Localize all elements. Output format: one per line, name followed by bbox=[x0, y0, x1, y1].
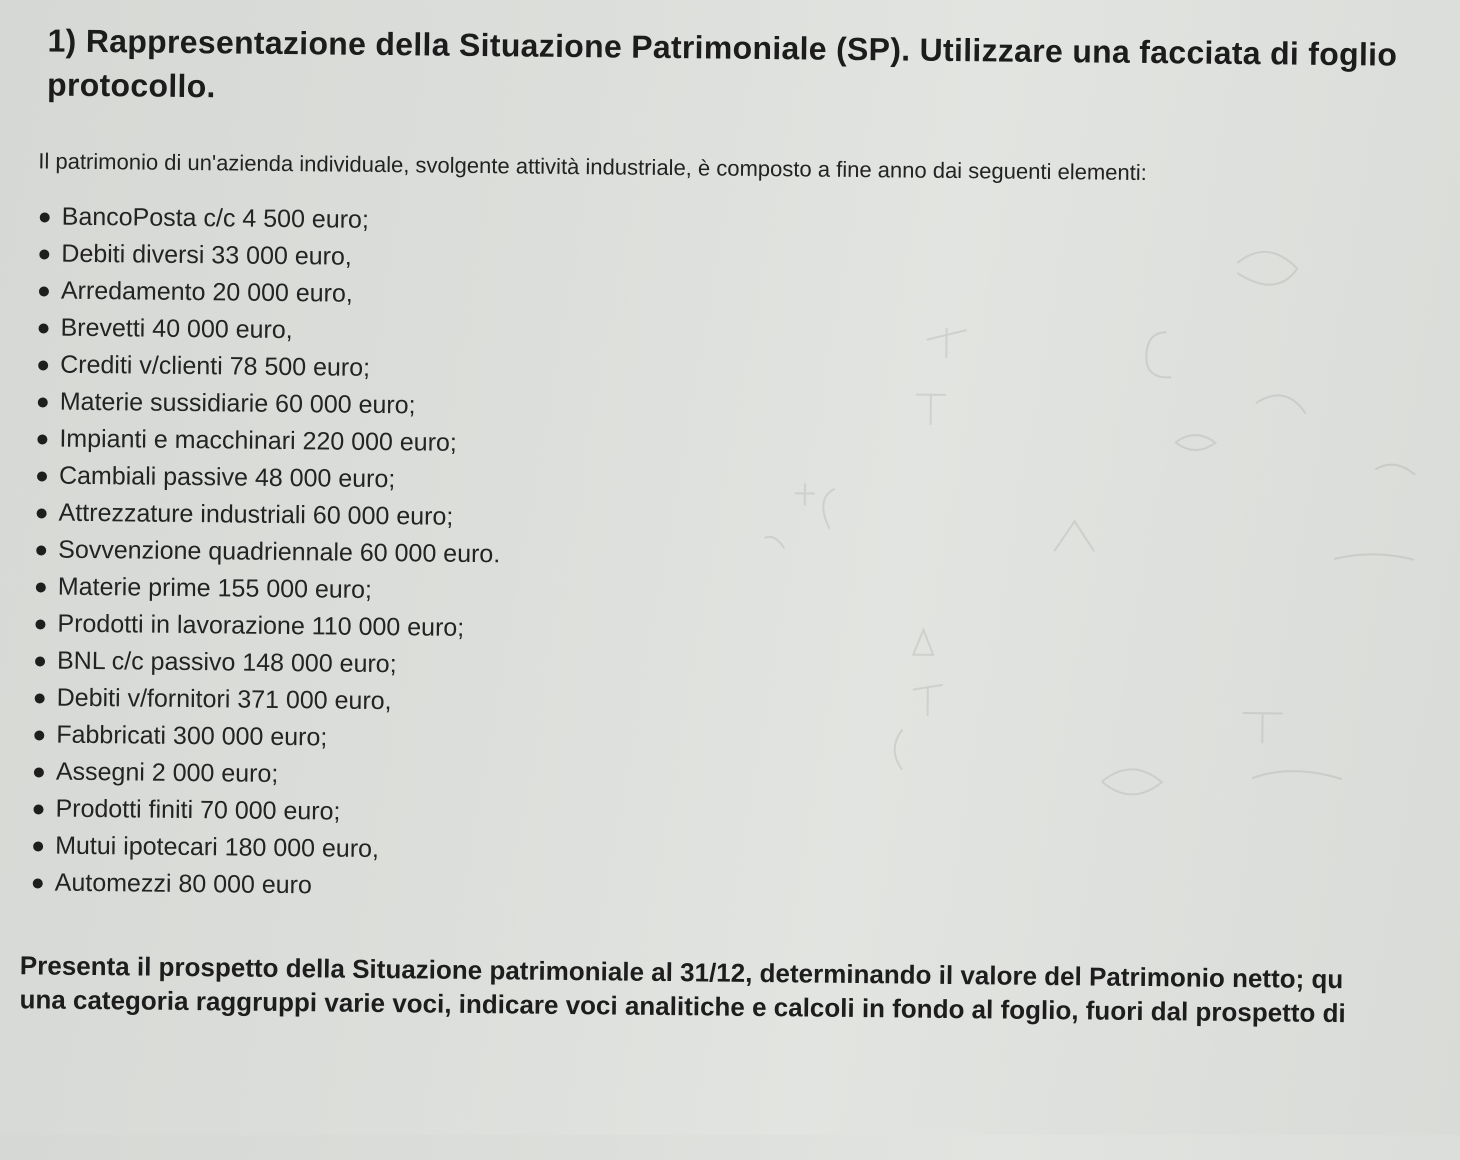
list-item-text: Mutui ipotecari 180 000 euro, bbox=[55, 831, 380, 864]
list-item-text: Debiti v/fornitori 371 000 euro, bbox=[56, 683, 392, 716]
list-item bbox=[38, 346, 502, 388]
list-item-text: Prodotti in lavorazione 110 000 euro; bbox=[57, 609, 465, 642]
list-item-text: Automezzi 80 000 euro bbox=[54, 868, 313, 900]
list-item-text: Materie sussidiarie 60 000 euro; bbox=[59, 387, 416, 420]
instructions-line-1: Presenta il prospetto della Situazione patrimoniale al 31/12, determinando il valore del Patrimonio netto; qu bbox=[19, 950, 1344, 995]
list-item bbox=[36, 531, 500, 573]
bullet-icon bbox=[38, 397, 48, 407]
list-item bbox=[35, 642, 499, 684]
list-item bbox=[35, 605, 499, 647]
exercise-intro: Il patrimonio di un'azienda individuale, svolgente attività industriale, è composto a fine anno dai seguenti elementi: bbox=[38, 148, 1147, 186]
list-item-text: Prodotti finiti 70 000 euro; bbox=[55, 794, 341, 826]
list-item bbox=[36, 494, 500, 536]
list-item-text: Sovvenzione quadriennale 60 000 euro. bbox=[58, 535, 501, 569]
list-item-text: Assegni 2 000 euro; bbox=[55, 757, 279, 788]
list-item bbox=[38, 309, 502, 351]
list-item bbox=[37, 457, 501, 499]
asset-liability-list bbox=[33, 198, 504, 906]
list-item-text: Cambiali passive 48 000 euro; bbox=[58, 461, 396, 494]
bullet-icon bbox=[33, 804, 43, 814]
bullet-icon bbox=[33, 878, 43, 888]
list-item bbox=[34, 753, 498, 795]
instructions-line-2: una categoria raggruppi varie voci, indicare voci analitiche e calcoli in fondo al foglio, fuori dal prospetto di bbox=[19, 984, 1346, 1029]
bullet-icon bbox=[35, 656, 45, 666]
list-item bbox=[33, 864, 497, 906]
list-item bbox=[38, 383, 502, 425]
list-item bbox=[34, 679, 498, 721]
list-item-text: Impianti e macchinari 220 000 euro; bbox=[59, 424, 457, 457]
bullet-icon bbox=[35, 619, 45, 629]
list-item-text: Materie prime 155 000 euro; bbox=[57, 572, 373, 604]
list-item bbox=[39, 272, 503, 314]
bullet-icon bbox=[37, 434, 47, 444]
bullet-icon bbox=[38, 360, 48, 370]
list-item bbox=[34, 716, 498, 758]
list-item-text: Crediti v/clienti 78 500 euro; bbox=[60, 350, 371, 382]
list-item bbox=[33, 827, 497, 869]
bullet-icon bbox=[39, 286, 49, 296]
list-item bbox=[40, 198, 504, 240]
bullet-icon bbox=[34, 730, 44, 740]
bullet-icon bbox=[39, 323, 49, 333]
bullet-icon bbox=[36, 545, 46, 555]
list-item-text: Attrezzature industriali 60 000 euro; bbox=[58, 498, 454, 531]
bullet-icon bbox=[33, 841, 43, 851]
list-item bbox=[36, 568, 500, 610]
bullet-icon bbox=[36, 582, 46, 592]
bullet-icon bbox=[39, 249, 49, 259]
list-item-text: Fabbricati 300 000 euro; bbox=[56, 720, 328, 752]
exercise-title: 1) Rappresentazione della Situazione Patrimoniale (SP). Utilizzare una facciata di foglio protocollo. bbox=[46, 22, 1398, 105]
bullet-icon bbox=[34, 767, 44, 777]
bullet-icon bbox=[37, 508, 47, 518]
list-item-text: BancoPosta c/c 4 500 euro; bbox=[61, 202, 370, 234]
bullet-icon bbox=[40, 212, 50, 222]
list-item-text: BNL c/c passivo 148 000 euro; bbox=[56, 646, 397, 679]
bullet-icon bbox=[37, 471, 47, 481]
list-item-text: Brevetti 40 000 euro, bbox=[60, 313, 293, 345]
list-item bbox=[37, 420, 501, 462]
list-item-text: Debiti diversi 33 000 euro, bbox=[61, 239, 352, 271]
bullet-icon bbox=[35, 693, 45, 703]
list-item bbox=[33, 790, 497, 832]
list-item bbox=[39, 235, 503, 277]
list-item-text: Arredamento 20 000 euro, bbox=[60, 276, 353, 308]
